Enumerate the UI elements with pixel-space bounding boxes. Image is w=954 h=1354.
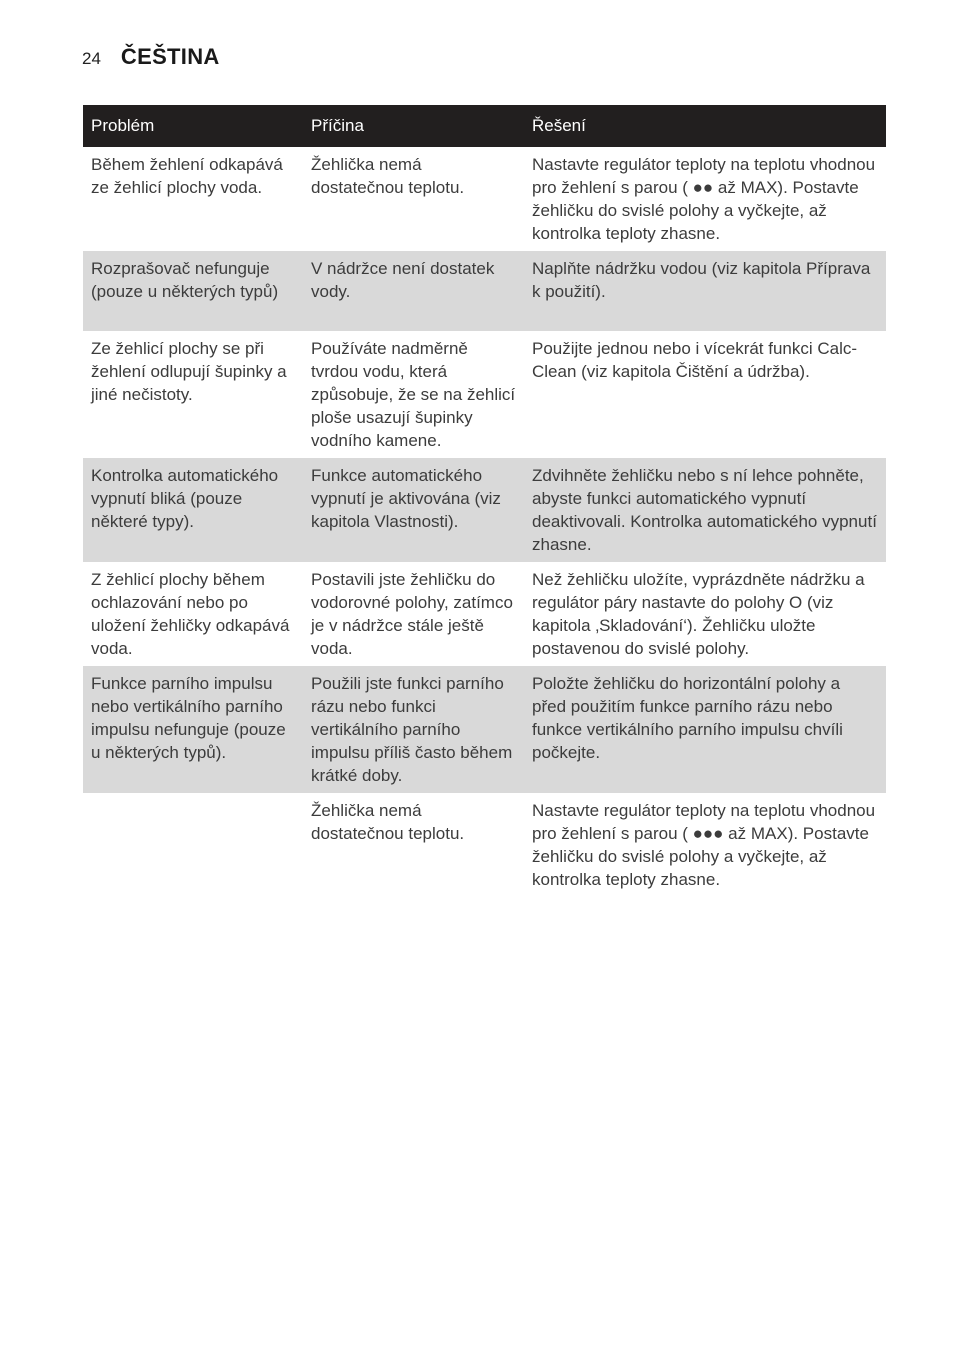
- problem-cell: Ze žehlicí plochy se při žehlení odlupují šupinky a jiné nečistoty.: [91, 339, 287, 404]
- table-row: [83, 666, 886, 793]
- problem-cell: Během žehlení odkapává ze žehlicí plochy voda.: [91, 155, 283, 197]
- problem-cell: Kontrolka automatického vypnutí bliká (pouze některé typy).: [83, 458, 303, 562]
- table-row: [83, 251, 886, 331]
- problem-cell: Rozprašovač nefunguje (pouze u některých typů): [83, 251, 303, 331]
- cause-cell: V nádržce není dostatek vody.: [303, 251, 524, 331]
- cause-cell: Žehlička nemá dostatečnou teplotu.: [311, 801, 465, 843]
- table-row: [83, 458, 886, 562]
- cause-cell: Žehlička nemá dostatečnou teplotu.: [311, 155, 465, 197]
- column-header-problem: Problém: [83, 105, 303, 147]
- solution-cell: Položte žehličku do horizontální polohy a před použitím funkce parního rázu nebo funkce vertikálního parního impulsu chvíli počkejte.: [524, 666, 886, 793]
- solution-cell: Zdvihněte žehličku nebo s ní lehce pohněte, abyste funkci automatického vypnutí deaktivovali. Kontrolka automatického vypnutí zhasne.: [524, 458, 886, 562]
- cause-cell: Používáte nadměrně tvrdou vodu, která způsobuje, že se na žehlicí ploše usazují šupinky vodního kamene.: [311, 339, 516, 450]
- page-header: [82, 44, 220, 70]
- table-row: [83, 331, 886, 458]
- table-row: [83, 562, 886, 666]
- column-header-cause: Příčina: [303, 105, 524, 147]
- problem-cell: Z žehlicí plochy během ochlazování nebo po uložení žehličky odkapává voda.: [91, 570, 290, 658]
- problem-cell: [83, 793, 303, 901]
- solution-cell: Nastavte regulátor teploty na teplotu vhodnou pro žehlení s parou ( ●●● až MAX). Postavte žehličku do svislé polohy a vyčkejte, až kontrolka teploty zhasne.: [532, 801, 876, 889]
- solution-cell: Použijte jednou nebo i vícekrát funkci Calc-Clean (viz kapitola Čištění a údržba).: [532, 339, 858, 381]
- problem-cell: Funkce parního impulsu nebo vertikálního parního impulsu nefunguje (pouze u některých typů).: [83, 666, 303, 793]
- solution-cell: Nastavte regulátor teploty na teplotu vhodnou pro žehlení s parou ( ●● až MAX). Postavte žehličku do svislé polohy a vyčkejte, až kontrolka teploty zhasne.: [532, 155, 876, 243]
- cause-cell: Použili jste funkci parního rázu nebo funkci vertikálního parního impulsu příliš často během krátké doby.: [303, 666, 524, 793]
- solution-cell: Než žehličku uložíte, vyprázdněte nádržku a regulátor páry nastavte do polohy O (viz kapitola ‚Skladování‘). Žehličku uložte postavenou do svislé polohy.: [532, 570, 865, 658]
- cause-cell: Postavili jste žehličku do vodorovné polohy, zatímco je v nádržce stále ještě voda.: [311, 570, 513, 658]
- section-title: ČEŠTINA: [120, 44, 220, 69]
- table-row: [83, 793, 886, 901]
- table-header-row: [83, 105, 886, 147]
- column-header-solution: Řešení: [524, 105, 886, 147]
- troubleshooting-table: [83, 105, 886, 901]
- table-row: [83, 147, 886, 251]
- cause-cell: Funkce automatického vypnutí je aktivována (viz kapitola Vlastnosti).: [303, 458, 524, 562]
- solution-cell: Naplňte nádržku vodou (viz kapitola Příprava k použití).: [524, 251, 886, 331]
- page-number: 24: [82, 49, 101, 68]
